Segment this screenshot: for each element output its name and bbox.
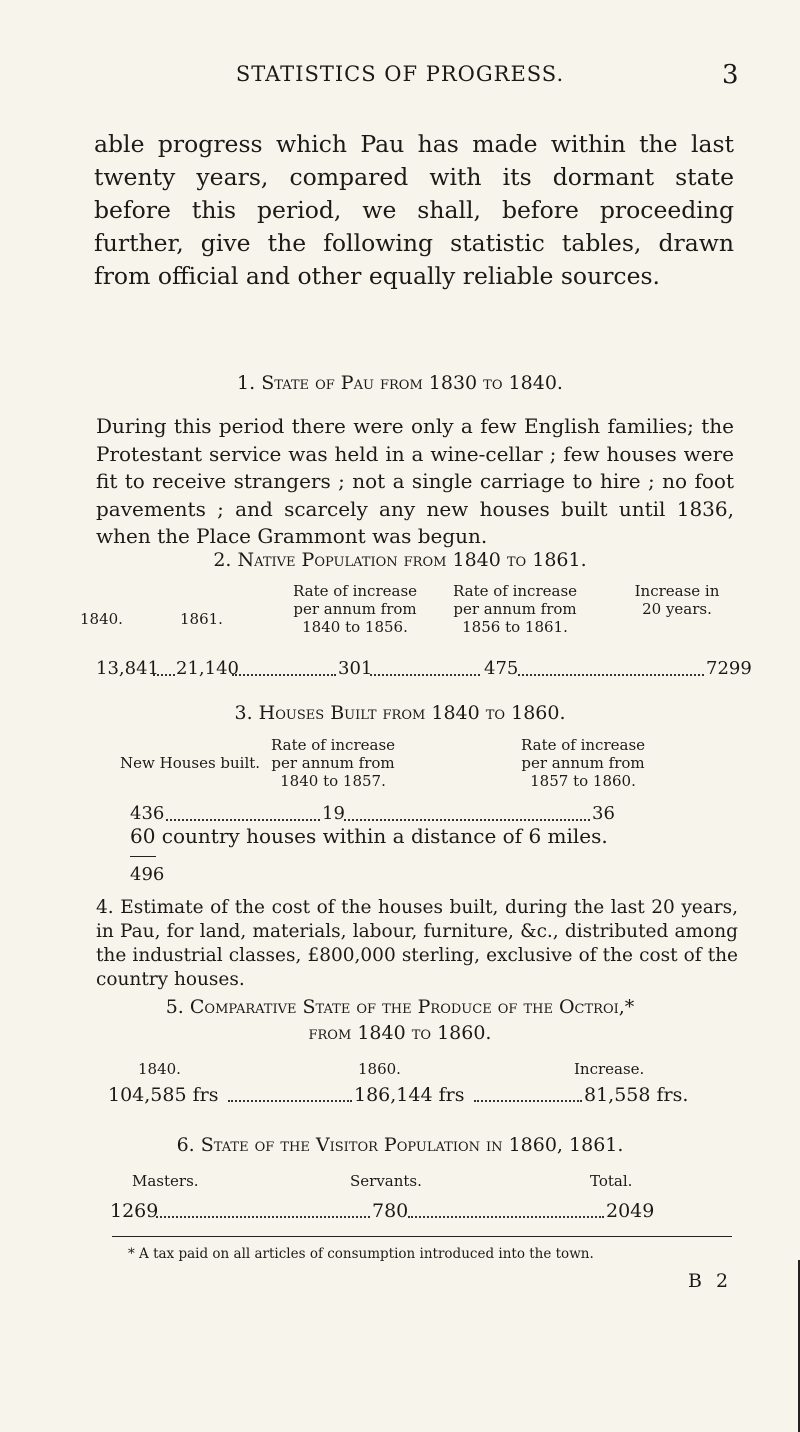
s3-value-new-houses: 436 bbox=[130, 803, 165, 824]
s6-header-masters: Masters. bbox=[132, 1172, 199, 1190]
footnote-rule bbox=[112, 1236, 732, 1237]
s3-value-rate1: 19 bbox=[322, 803, 345, 824]
s2-value-rate1: 301 bbox=[338, 658, 373, 679]
s5-value-1840: 104,585 frs bbox=[108, 1084, 219, 1106]
s6-value-masters: 1269 bbox=[110, 1200, 159, 1222]
section-1-title: State of Pau from 1830 to 1840. bbox=[261, 372, 563, 394]
signature-mark: B 2 bbox=[688, 1270, 733, 1292]
section-3-heading bbox=[0, 702, 800, 724]
s5-header-increase: Increase. bbox=[574, 1060, 645, 1078]
s3-header-rate2: Rate of increase per annum from 1857 to 1860. bbox=[520, 736, 646, 790]
running-title: STATISTICS OF PROGRESS. bbox=[235, 62, 565, 86]
s3-total: 496 bbox=[130, 864, 165, 885]
section-5-title-line2: from 1840 to 1860. bbox=[308, 1022, 492, 1044]
s6-value-servants: 780 bbox=[372, 1200, 409, 1222]
s2-header-1840: 1840. bbox=[80, 610, 123, 628]
s5-header-1840: 1840. bbox=[138, 1060, 181, 1078]
s5-value-increase: 81,558 frs. bbox=[584, 1084, 689, 1106]
section-2-number: 2. bbox=[213, 549, 232, 571]
footnote: * A tax paid on all articles of consumption introduced into the town. bbox=[128, 1246, 594, 1262]
s5-value-1860: 186,144 frs bbox=[354, 1084, 465, 1106]
section-1-text: During this period there were only a few English families; the Protestant service was held in a wine-cellar ; few houses were fit to receive strangers ; not a single carriage to hire ; no foot pavements ; and scarcely any new houses built until 1836, when the Place Grammont was begun. bbox=[96, 414, 734, 549]
s3-country-houses: 60 country houses within a distance of 6 miles. bbox=[130, 824, 608, 848]
section-1-heading bbox=[0, 372, 800, 394]
section-3-title: Houses Built from 1840 to 1860. bbox=[258, 702, 566, 724]
s3-sum-rule bbox=[130, 856, 156, 857]
s2-value-1840: 13,841 bbox=[96, 658, 159, 679]
section-5-number: 5. bbox=[165, 996, 184, 1018]
section-6-heading bbox=[0, 1134, 800, 1156]
s6-header-total: Total. bbox=[590, 1172, 633, 1190]
section-3-number: 3. bbox=[234, 702, 253, 724]
section-6-title: State of the Visitor Population in 1860, 1861. bbox=[200, 1134, 624, 1156]
s2-value-rate2: 475 bbox=[484, 658, 519, 679]
section-2-title: Native Population from 1840 to 1861. bbox=[237, 549, 587, 571]
section-2-heading bbox=[0, 549, 800, 571]
s3-header-new-houses: New Houses built. bbox=[120, 754, 261, 772]
s2-value-increase: 7299 bbox=[706, 658, 752, 679]
section-6-number: 6. bbox=[176, 1134, 195, 1156]
page-number: 3 bbox=[722, 60, 739, 90]
s2-value-1861: 21,140 bbox=[176, 658, 239, 679]
section-1-number: 1. bbox=[237, 372, 256, 394]
s2-header-rate2: Rate of increase per annum from 1856 to 1861. bbox=[452, 582, 578, 636]
intro-paragraph: able progress which Pau has made within the last twenty years, compared with its dormant state before this period, we shall, before proceeding further, give the following statistic tables, drawn from official and other equally reliable sources. bbox=[94, 130, 734, 290]
section-5-heading bbox=[0, 996, 800, 1018]
s3-value-rate2: 36 bbox=[592, 803, 615, 824]
section-5-title-line1: Comparative State of the Produce of the Octroi,* bbox=[189, 996, 635, 1018]
s6-value-total: 2049 bbox=[606, 1200, 655, 1222]
s2-header-1861: 1861. bbox=[180, 610, 223, 628]
s3-header-rate1: Rate of increase per annum from 1840 to 1857. bbox=[270, 736, 396, 790]
s2-header-increase: Increase in 20 years. bbox=[634, 582, 720, 618]
s2-header-rate1: Rate of increase per annum from 1840 to 1856. bbox=[292, 582, 418, 636]
s5-header-1860: 1860. bbox=[358, 1060, 401, 1078]
section-4-text: 4. Estimate of the cost of the houses built, during the last 20 years, in Pau, for land, materials, labour, furniture, &c., distributed among the industrial classes, £800,000 sterling, exclusive of the cost of the country houses. bbox=[96, 897, 738, 990]
s6-header-servants: Servants. bbox=[350, 1172, 422, 1190]
